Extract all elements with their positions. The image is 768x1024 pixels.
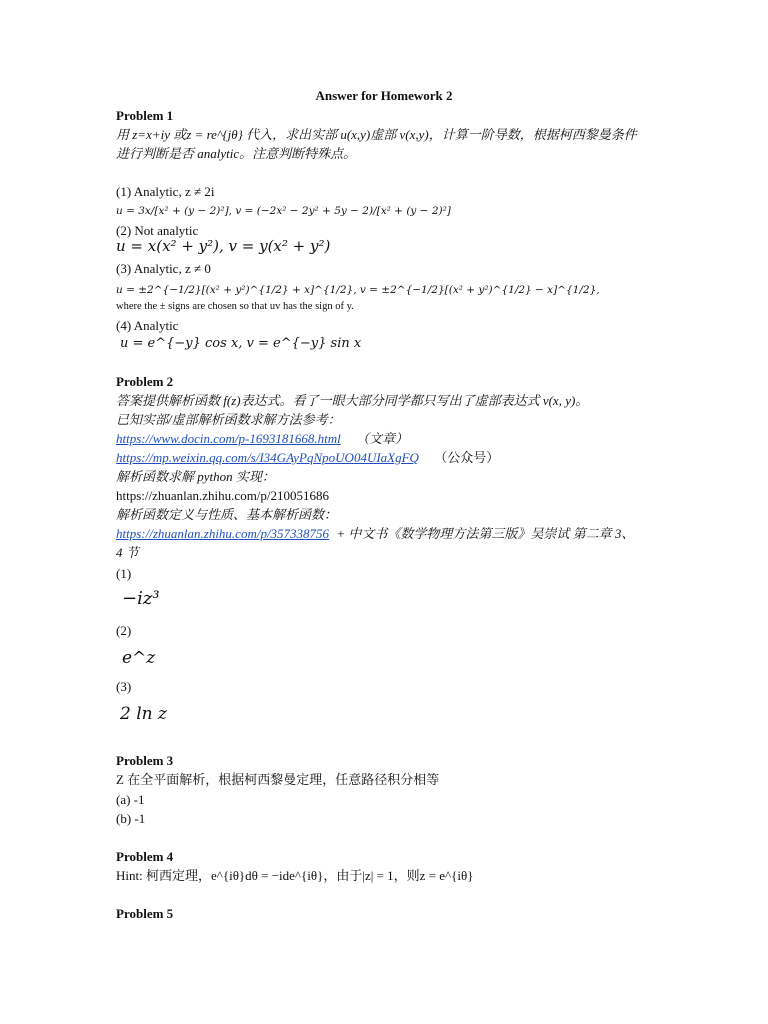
problem-1-item-3: (3) Analytic, z ≠ 0 [116,261,211,276]
problem-4-hint: Hint: 柯西定理，e^{iθ}dθ = −ide^{iθ}，由于|z| = 1，则z = e^{iθ} [116,868,474,883]
problem-2-link-2-row [116,449,499,466]
problem-2-answer-3-label: (3) [116,679,132,694]
zhihu-link[interactable]: https://zhuanlan.zhihu.com/p/357338756 [116,526,330,541]
problem-2-line-2: 已知实部/虚部解析函数求解方法参考： [116,412,341,427]
weixin-link[interactable]: https://mp.weixin.qq.com/s/I34GAyPqNpoUO04UIaXgFQ [116,450,419,465]
problem-1-intro-line-2: 进行判断是否 analytic。注意判断特殊点。 [116,146,357,161]
problem-1-item-2-equation: u = x(x² + y²), v = y(x² + y²) [116,237,331,255]
problem-1-intro-line-1: 用 z=x+iy 或z = re^{jθ} 代入，求出实部 u(x,y)虚部 v(x,y)，计算一阶导数，根据柯西黎曼条件 [116,127,637,142]
problem-2-heading: Problem 2 [116,374,174,389]
problem-2-line-1: 答案提供解析函数 f(z)表达式。看了一眼大部分同学都只写出了虚部表达式 v(x, y)。 [116,393,589,408]
problem-3-line-1: Z 在全平面解析，根据柯西黎曼定理，任意路径积分相等 [116,772,440,787]
problem-1-item-2: (2) Not analytic [116,223,199,238]
problem-2-answer-2-label: (2) [116,623,132,638]
problem-2-answer-3: 2 ln z [120,704,167,724]
problem-4-heading: Problem 4 [116,849,174,864]
problem-1-item-1-equation: u = 3x/[x² + (y − 2)²], v = (−2x² − 2y² + 5y − 2)/[x² + (y − 2)²] [116,205,451,217]
problem-2-link-4-row [116,525,634,542]
problem-2-line-3: 解析函数求解 python 实现： [116,469,275,484]
docin-link-note: （文章） [355,431,408,446]
problem-1-item-3-equation: u = ±2^{−1/2}[(x² + y²)^{1/2} + x]^{1/2}, v = ±2^{−1/2}[(x² + y²)^{1/2} − x]^{1/2}, [116,284,600,296]
problem-1-item-4: (4) Analytic [116,318,179,333]
problem-1-item-3-note: where the ± signs are chosen so that uv has the sign of y. [116,301,354,312]
problem-2-url-3: https://zhuanlan.zhihu.com/p/210051686 [116,488,330,503]
problem-3-heading: Problem 3 [116,753,174,768]
problem-1-heading: Problem 1 [116,108,174,123]
problem-3-answer-b: (b) -1 [116,811,146,826]
docin-link[interactable]: https://www.docin.com/p-1693181668.html [116,431,341,446]
problem-2-line-4: 解析函数定义与性质、基本解析函数： [116,507,338,522]
problem-1-item-4-equation: u = e^{−y} cos x, v = e^{−y} sin x [120,336,362,351]
problem-5-heading: Problem 5 [116,906,174,921]
document-title: Answer for Homework 2 [315,88,453,103]
problem-2-answer-1-label: (1) [116,566,132,581]
weixin-link-note: （公众号） [434,450,500,465]
zhihu-link-note: + 中文书《数学物理方法第三版》吴崇试 第二章 3、 [336,526,635,541]
problem-2-answer-2: e^z [122,648,156,668]
problem-2-answer-1: −iz³ [122,588,160,609]
problem-2-line-5: 4 节 [116,545,139,560]
problem-3-answer-a: (a) -1 [116,792,145,807]
problem-2-link-1-row [116,430,408,447]
problem-1-item-1: (1) Analytic, z ≠ 2i [116,184,215,199]
